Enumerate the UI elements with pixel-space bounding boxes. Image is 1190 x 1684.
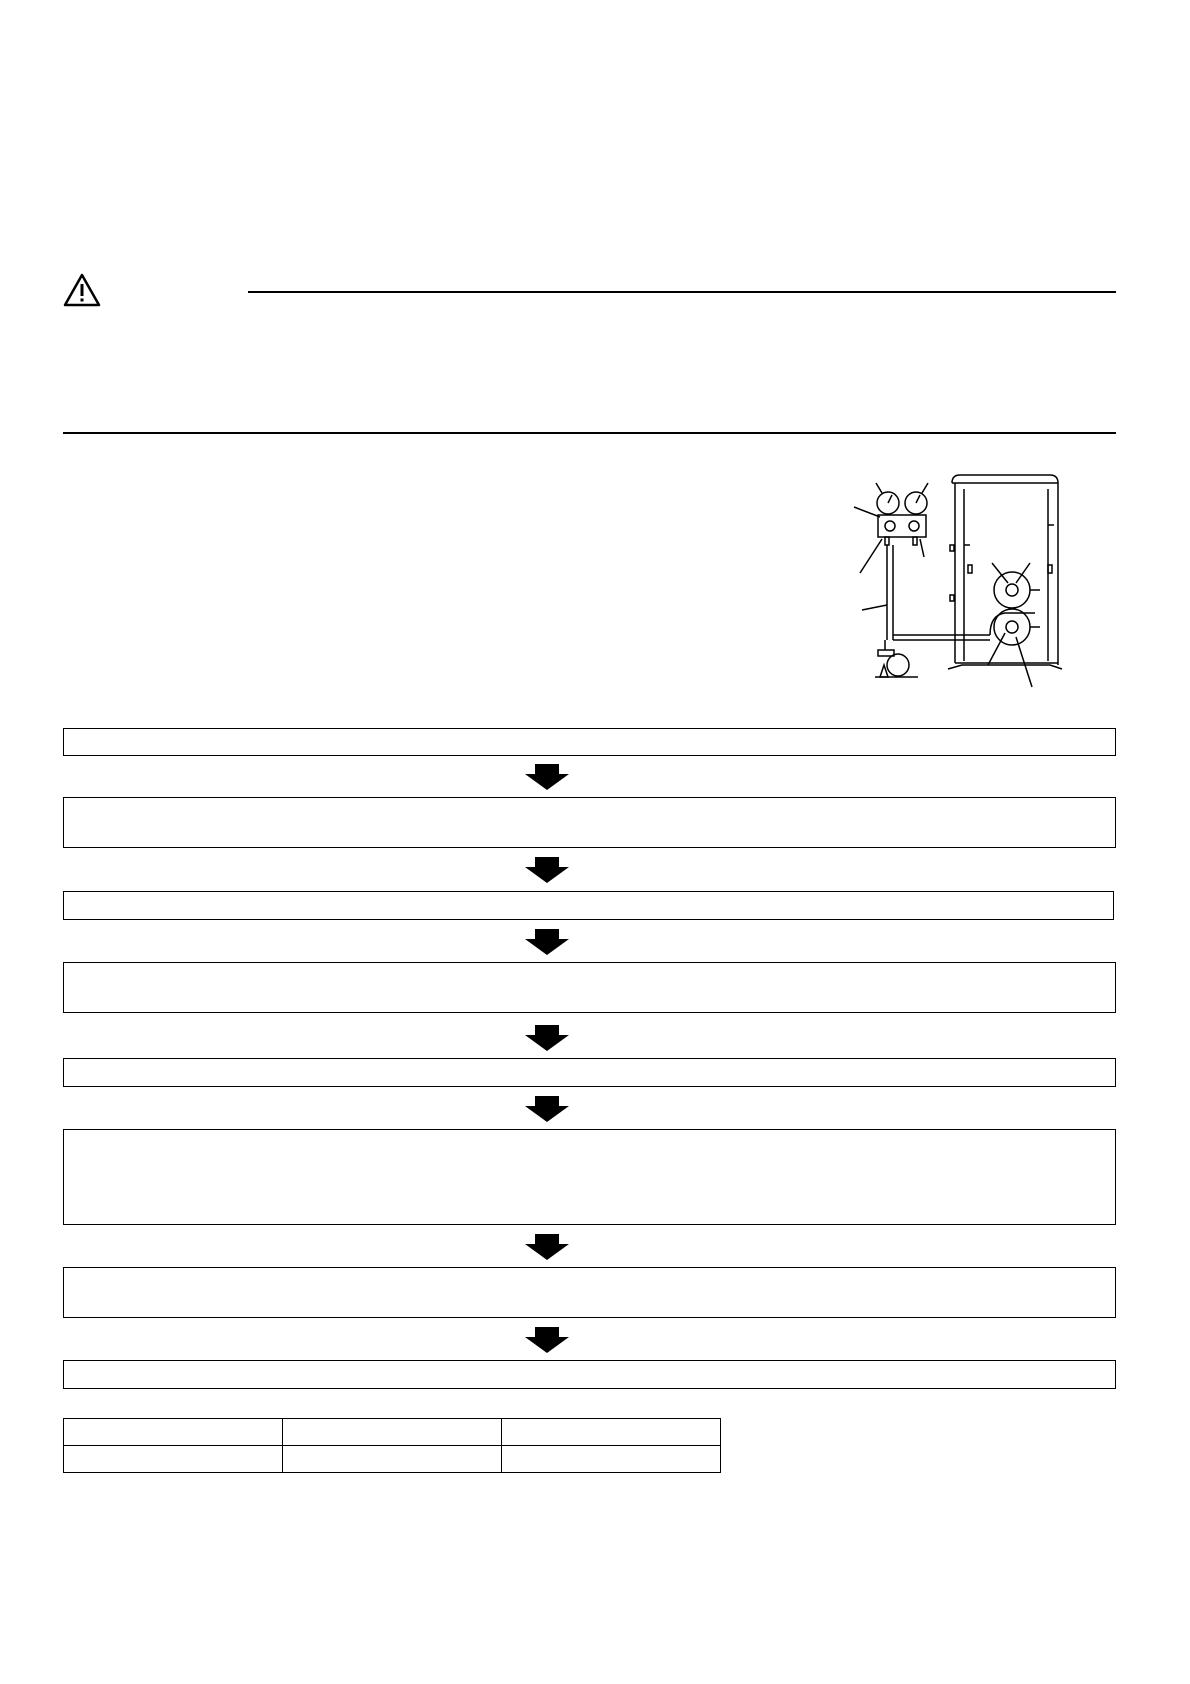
flow-step-1 <box>63 728 1116 756</box>
table-cell <box>64 1446 283 1473</box>
flow-step-7 <box>63 1267 1116 1318</box>
down-arrow-icon <box>525 1025 569 1051</box>
table-cell <box>283 1446 502 1473</box>
refrigerant-gauge-manifold-diagram <box>840 465 1070 700</box>
down-arrow-icon <box>525 1234 569 1260</box>
warning-triangle-icon <box>63 273 101 307</box>
caution-header <box>63 273 1116 307</box>
flow-step-2 <box>63 797 1116 848</box>
flow-step-5 <box>63 1058 1116 1087</box>
table-row <box>64 1446 721 1473</box>
down-arrow-icon <box>525 1327 569 1353</box>
down-arrow-icon <box>525 764 569 790</box>
flow-step-3 <box>63 891 1114 920</box>
flow-step-6 <box>63 1129 1116 1225</box>
table-cell <box>283 1419 502 1446</box>
specification-table <box>63 1418 721 1473</box>
table-cell <box>502 1446 721 1473</box>
table-cell <box>64 1419 283 1446</box>
down-arrow-icon <box>525 1096 569 1122</box>
caution-top-rule <box>248 291 1116 293</box>
flow-step-4 <box>63 962 1116 1013</box>
caution-bottom-rule <box>63 432 1116 434</box>
table-row <box>64 1419 721 1446</box>
flow-step-8 <box>63 1360 1116 1389</box>
down-arrow-icon <box>525 929 569 955</box>
table-cell <box>502 1419 721 1446</box>
down-arrow-icon <box>525 857 569 883</box>
